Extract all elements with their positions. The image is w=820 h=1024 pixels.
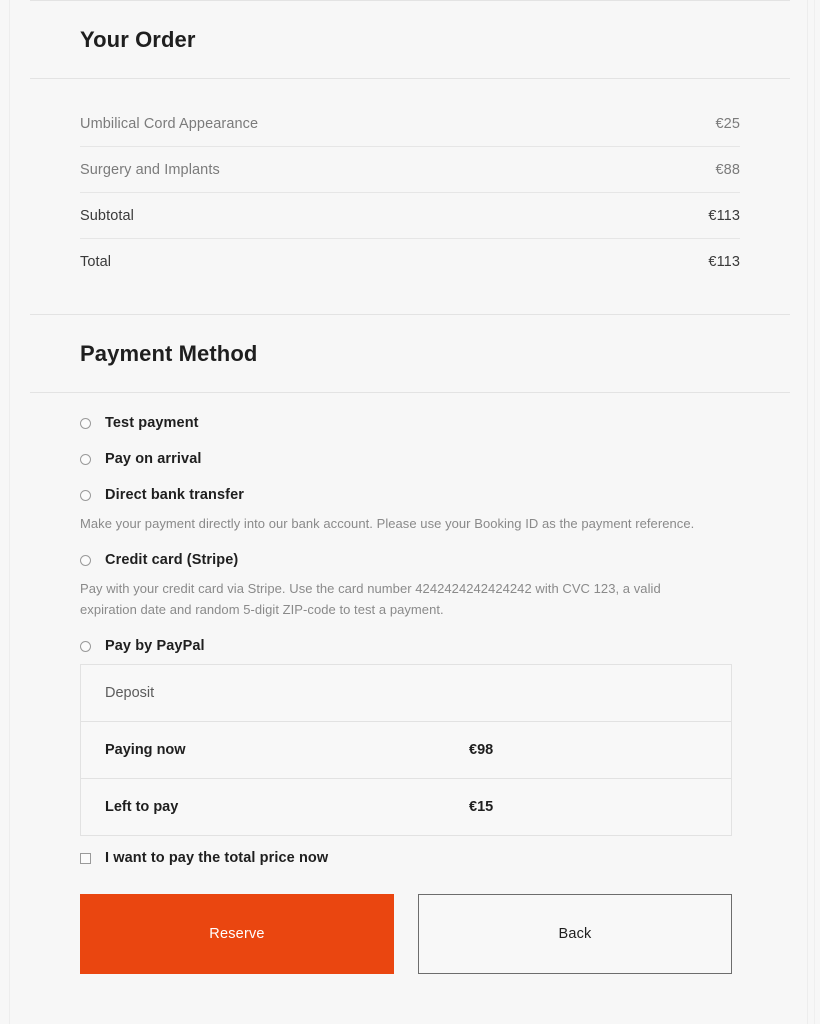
checkout-content — [30, 0, 790, 994]
radio-icon[interactable] — [80, 418, 91, 429]
pay-total-now-checkbox-row[interactable] — [80, 850, 740, 866]
viewport-edge-rule-right — [807, 0, 808, 1024]
checkbox-icon[interactable] — [80, 853, 91, 864]
payment-option-label: Test payment — [105, 415, 199, 431]
order-heading: Your Order — [80, 27, 196, 52]
deposit-left-to-pay-value: €15 — [469, 799, 494, 815]
payment-option-label: Credit card (Stripe) — [105, 552, 239, 568]
table-row — [81, 722, 732, 779]
order-subtotal-price: €113 — [708, 207, 740, 224]
table-row-total — [80, 239, 740, 284]
pay-total-now-label: I want to pay the total price now — [105, 850, 329, 866]
payment-option-pay-on-arrival[interactable] — [80, 451, 740, 467]
bank-transfer-description: Make your payment directly into our bank account. Please use your Booking ID as the payment reference. — [80, 516, 695, 531]
order-item-label: Surgery and Implants — [80, 161, 220, 178]
payment-heading: Payment Method — [80, 341, 258, 366]
payment-option-label: Pay by PayPal — [105, 638, 205, 654]
payment-option-credit-card-stripe[interactable] — [80, 552, 740, 568]
payment-option-direct-bank-transfer[interactable] — [80, 487, 740, 503]
deposit-paying-now-value: €98 — [469, 742, 494, 758]
payment-option-pay-by-paypal[interactable] — [80, 638, 740, 654]
deposit-table-header-label: Deposit — [105, 685, 155, 701]
radio-icon[interactable] — [80, 641, 91, 652]
payment-option-label: Pay on arrival — [105, 451, 202, 467]
form-actions — [80, 894, 740, 994]
radio-icon[interactable] — [80, 555, 91, 566]
order-section-header — [30, 1, 790, 78]
order-total-label: Total — [80, 253, 112, 270]
radio-icon[interactable] — [80, 490, 91, 501]
order-summary — [30, 79, 790, 314]
scrollbar-track[interactable] — [814, 0, 815, 1024]
viewport-edge-rule-left — [9, 0, 10, 1024]
stripe-description: Pay with your credit card via Stripe. Use the card number 4242424242424242 with CVC 123, a valid expiration date and random 5-digit ZIP-code to test a payment. — [80, 581, 661, 617]
table-row-subtotal — [80, 193, 740, 239]
table-row — [80, 147, 740, 193]
order-item-label: Umbilical Cord Appearance — [80, 115, 259, 132]
reserve-button[interactable]: Reserve — [80, 894, 394, 974]
order-subtotal-label: Subtotal — [80, 207, 135, 224]
deposit-left-to-pay-label: Left to pay — [105, 799, 179, 815]
payment-section-header — [30, 315, 790, 392]
table-row — [81, 779, 732, 836]
deposit-paying-now-label: Paying now — [105, 742, 186, 758]
back-button[interactable]: Back — [418, 894, 732, 974]
order-item-price: €88 — [715, 161, 740, 178]
deposit-table-header-row — [81, 665, 732, 722]
payment-option-test-payment[interactable] — [80, 415, 740, 431]
order-item-price: €25 — [715, 115, 740, 132]
payment-options — [30, 393, 790, 994]
deposit-table — [80, 664, 732, 836]
table-row — [80, 101, 740, 147]
payment-option-label: Direct bank transfer — [105, 487, 244, 503]
radio-icon[interactable] — [80, 454, 91, 465]
order-total-price: €113 — [708, 253, 740, 270]
